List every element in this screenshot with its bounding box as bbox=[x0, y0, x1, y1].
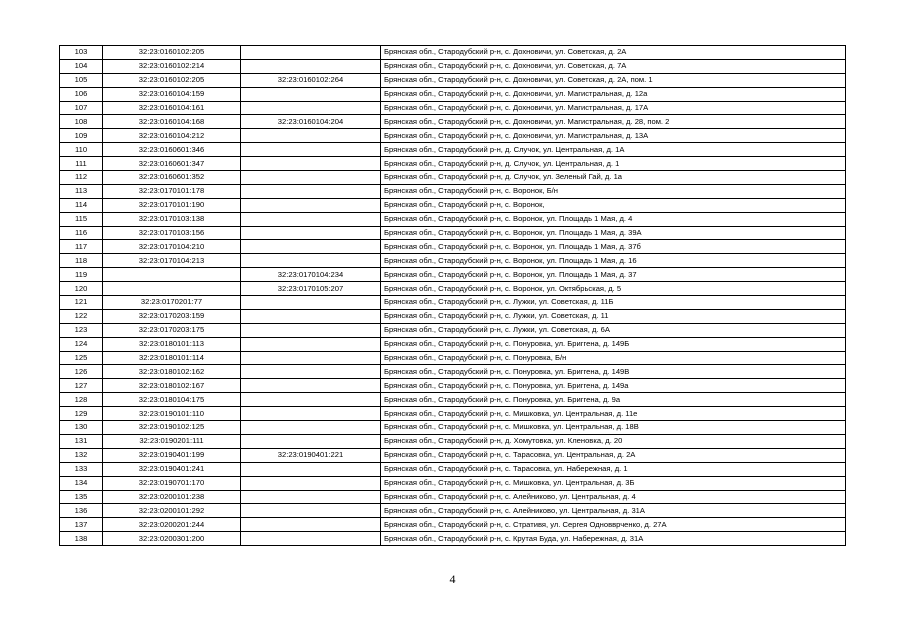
address-cell: Брянская обл., Стародубский р-н, с. Дохновичи, ул. Советская, д. 2А, пом. 1 bbox=[381, 73, 846, 87]
address-cell: Брянская обл., Стародубский р-н, д. Случок, ул. Центральная, д. 1А bbox=[381, 143, 846, 157]
cadastral-number-2-cell bbox=[241, 87, 381, 101]
cadastral-number-2-cell bbox=[241, 532, 381, 546]
cadastral-number-cell: 32:23:0160104:159 bbox=[103, 87, 241, 101]
address-cell: Брянская обл., Стародубский р-н, с. Дохновичи, ул. Магистральная, д. 12а bbox=[381, 87, 846, 101]
address-cell: Брянская обл., Стародубский р-н, с. Мишковка, ул. Центральная, д. 11е bbox=[381, 407, 846, 421]
table-row bbox=[60, 101, 846, 115]
cadastral-number-2-cell bbox=[241, 46, 381, 60]
address-cell: Брянская обл., Стародубский р-н, с. Алейниково, ул. Центральная, д. 31А bbox=[381, 504, 846, 518]
row-number-cell: 120 bbox=[60, 282, 103, 296]
cadastral-number-cell: 32:23:0160102:214 bbox=[103, 59, 241, 73]
row-number-cell: 121 bbox=[60, 296, 103, 310]
row-number-cell: 125 bbox=[60, 351, 103, 365]
row-number-cell: 135 bbox=[60, 490, 103, 504]
table-row bbox=[60, 171, 846, 185]
address-cell: Брянская обл., Стародубский р-н, с. Воронок, ул. Площадь 1 Мая, д. 39А bbox=[381, 226, 846, 240]
address-cell: Брянская обл., Стародубский р-н, с. Дохновичи, ул. Магистральная, д. 28, пом. 2 bbox=[381, 115, 846, 129]
cadastral-number-2-cell: 32:23:0160102:264 bbox=[241, 73, 381, 87]
address-cell: Брянская обл., Стародубский р-н, д. Случок, ул. Зеленый Гай, д. 1а bbox=[381, 171, 846, 185]
cadastral-number-cell: 32:23:0190401:241 bbox=[103, 462, 241, 476]
cadastral-number-2-cell bbox=[241, 393, 381, 407]
address-cell: Брянская обл., Стародубский р-н, с. Дохновичи, ул. Советская, д. 2А bbox=[381, 46, 846, 60]
cadastral-number-2-cell bbox=[241, 504, 381, 518]
address-cell: Брянская обл., Стародубский р-н, с. Понуровка, ул. Бриггена, д. 149а bbox=[381, 379, 846, 393]
cadastral-number-2-cell bbox=[241, 337, 381, 351]
cadastral-number-cell: 32:23:0200201:244 bbox=[103, 518, 241, 532]
table-row bbox=[60, 115, 846, 129]
cadastral-number-cell: 32:23:0160102:205 bbox=[103, 73, 241, 87]
table-row bbox=[60, 226, 846, 240]
cadastral-number-cell bbox=[103, 282, 241, 296]
row-number-cell: 130 bbox=[60, 421, 103, 435]
row-number-cell: 115 bbox=[60, 212, 103, 226]
table-row bbox=[60, 157, 846, 171]
cadastral-number-cell: 32:23:0160104:161 bbox=[103, 101, 241, 115]
table-row bbox=[60, 296, 846, 310]
table-row bbox=[60, 365, 846, 379]
address-cell: Брянская обл., Стародубский р-н, с. Дохновичи, ул. Советская, д. 7А bbox=[381, 59, 846, 73]
table-body bbox=[60, 46, 846, 546]
table-row bbox=[60, 504, 846, 518]
table-row bbox=[60, 240, 846, 254]
cadastral-number-2-cell bbox=[241, 379, 381, 393]
cadastral-number-2-cell bbox=[241, 490, 381, 504]
address-cell: Брянская обл., Стародубский р-н, с. Воронок, ул. Площадь 1 Мая, д. 4 bbox=[381, 212, 846, 226]
cadastral-number-cell: 32:23:0160601:346 bbox=[103, 143, 241, 157]
cadastral-number-2-cell bbox=[241, 143, 381, 157]
row-number-cell: 134 bbox=[60, 476, 103, 490]
page-number: 4 bbox=[449, 572, 456, 586]
cadastral-number-2-cell: 32:23:0170105:207 bbox=[241, 282, 381, 296]
cadastral-number-2-cell bbox=[241, 101, 381, 115]
row-number-cell: 112 bbox=[60, 171, 103, 185]
cadastral-number-cell: 32:23:0170201:77 bbox=[103, 296, 241, 310]
cadastral-number-2-cell bbox=[241, 407, 381, 421]
address-cell: Брянская обл., Стародубский р-н, с. Понуровка, Б/н bbox=[381, 351, 846, 365]
address-cell: Брянская обл., Стародубский р-н, д. Случок, ул. Центральная, д. 1 bbox=[381, 157, 846, 171]
row-number-cell: 138 bbox=[60, 532, 103, 546]
address-cell: Брянская обл., Стародубский р-н, д. Хомутовка, ул. Кленовка, д. 20 bbox=[381, 434, 846, 448]
row-number-cell: 103 bbox=[60, 46, 103, 60]
table-row bbox=[60, 379, 846, 393]
cadastral-number-2-cell bbox=[241, 254, 381, 268]
row-number-cell: 106 bbox=[60, 87, 103, 101]
address-cell: Брянская обл., Стародубский р-н, с. Тарасовка, ул. Центральная, д. 2А bbox=[381, 448, 846, 462]
row-number-cell: 104 bbox=[60, 59, 103, 73]
cadastral-number-2-cell bbox=[241, 240, 381, 254]
cadastral-number-cell: 32:23:0170203:175 bbox=[103, 323, 241, 337]
table-row bbox=[60, 532, 846, 546]
cadastral-table bbox=[59, 45, 846, 546]
cadastral-number-2-cell: 32:23:0190401:221 bbox=[241, 448, 381, 462]
table-row bbox=[60, 337, 846, 351]
table-row bbox=[60, 421, 846, 435]
address-cell: Брянская обл., Стародубский р-н, с. Понуровка, ул. Бриггена, д. 149В bbox=[381, 365, 846, 379]
address-cell: Брянская обл., Стародубский р-н, с. Тарасовка, ул. Набережная, д. 1 bbox=[381, 462, 846, 476]
cadastral-number-cell: 32:23:0160601:347 bbox=[103, 157, 241, 171]
cadastral-number-cell: 32:23:0190701:170 bbox=[103, 476, 241, 490]
cadastral-number-cell: 32:23:0170101:190 bbox=[103, 198, 241, 212]
table-row bbox=[60, 323, 846, 337]
cadastral-number-cell: 32:23:0190201:111 bbox=[103, 434, 241, 448]
address-cell: Брянская обл., Стародубский р-н, с. Воронок, ул. Площадь 1 Мая, д. 16 bbox=[381, 254, 846, 268]
cadastral-number-cell: 32:23:0160104:212 bbox=[103, 129, 241, 143]
table-row bbox=[60, 476, 846, 490]
cadastral-number-cell: 32:23:0170104:213 bbox=[103, 254, 241, 268]
cadastral-number-2-cell bbox=[241, 296, 381, 310]
table-row bbox=[60, 351, 846, 365]
cadastral-number-cell: 32:23:0170103:138 bbox=[103, 212, 241, 226]
table-row bbox=[60, 448, 846, 462]
cadastral-number-2-cell bbox=[241, 351, 381, 365]
address-cell: Брянская обл., Стародубский р-н, с. Лужки, ул. Советская, д. 6А bbox=[381, 323, 846, 337]
row-number-cell: 116 bbox=[60, 226, 103, 240]
cadastral-number-2-cell bbox=[241, 421, 381, 435]
table-row bbox=[60, 254, 846, 268]
row-number-cell: 113 bbox=[60, 184, 103, 198]
address-cell: Брянская обл., Стародубский р-н, с. Понуровка, ул. Бриггена, д. 9а bbox=[381, 393, 846, 407]
cadastral-number-cell: 32:23:0180101:114 bbox=[103, 351, 241, 365]
table-row bbox=[60, 129, 846, 143]
row-number-cell: 109 bbox=[60, 129, 103, 143]
row-number-cell: 133 bbox=[60, 462, 103, 476]
cadastral-number-2-cell bbox=[241, 518, 381, 532]
row-number-cell: 131 bbox=[60, 434, 103, 448]
cadastral-number-2-cell bbox=[241, 462, 381, 476]
address-cell: Брянская обл., Стародубский р-н, с. Воронок, Б/н bbox=[381, 184, 846, 198]
cadastral-number-cell: 32:23:0180104:175 bbox=[103, 393, 241, 407]
table-row bbox=[60, 87, 846, 101]
table-row bbox=[60, 282, 846, 296]
row-number-cell: 129 bbox=[60, 407, 103, 421]
table-row bbox=[60, 393, 846, 407]
row-number-cell: 127 bbox=[60, 379, 103, 393]
address-cell: Брянская обл., Стародубский р-н, с. Крутая Буда, ул. Набережная, д. 31А bbox=[381, 532, 846, 546]
table-row bbox=[60, 73, 846, 87]
cadastral-number-2-cell: 32:23:0170104:234 bbox=[241, 268, 381, 282]
cadastral-number-cell: 32:23:0180102:167 bbox=[103, 379, 241, 393]
cadastral-number-2-cell bbox=[241, 157, 381, 171]
row-number-cell: 123 bbox=[60, 323, 103, 337]
cadastral-number-cell: 32:23:0170103:156 bbox=[103, 226, 241, 240]
table-row bbox=[60, 434, 846, 448]
cadastral-number-2-cell bbox=[241, 129, 381, 143]
row-number-cell: 136 bbox=[60, 504, 103, 518]
address-cell: Брянская обл., Стародубский р-н, с. Лужки, ул. Советская, д. 11Б bbox=[381, 296, 846, 310]
cadastral-number-2-cell bbox=[241, 59, 381, 73]
cadastral-number-cell: 32:23:0190101:110 bbox=[103, 407, 241, 421]
address-cell: Брянская обл., Стародубский р-н, с. Дохновичи, ул. Магистральная, д. 13А bbox=[381, 129, 846, 143]
cadastral-number-cell: 32:23:0160102:205 bbox=[103, 46, 241, 60]
row-number-cell: 132 bbox=[60, 448, 103, 462]
cadastral-number-2-cell bbox=[241, 309, 381, 323]
address-cell: Брянская обл., Стародубский р-н, с. Лужки, ул. Советская, д. 11 bbox=[381, 309, 846, 323]
row-number-cell: 128 bbox=[60, 393, 103, 407]
address-cell: Брянская обл., Стародубский р-н, с. Воронок, ул. Площадь 1 Мая, д. 37 bbox=[381, 268, 846, 282]
table-row bbox=[60, 462, 846, 476]
address-cell: Брянская обл., Стародубский р-н, с. Воронок, bbox=[381, 198, 846, 212]
table-row bbox=[60, 198, 846, 212]
address-cell: Брянская обл., Стародубский р-н, с. Воронок, ул. Октябрьская, д. 5 bbox=[381, 282, 846, 296]
cadastral-number-cell: 32:23:0200301:200 bbox=[103, 532, 241, 546]
cadastral-number-2-cell: 32:23:0160104:204 bbox=[241, 115, 381, 129]
cadastral-number-cell: 32:23:0170101:178 bbox=[103, 184, 241, 198]
address-cell: Брянская обл., Стародубский р-н, с. Алейниково, ул. Центральная, д. 4 bbox=[381, 490, 846, 504]
cadastral-number-cell: 32:23:0170203:159 bbox=[103, 309, 241, 323]
cadastral-number-cell: 32:23:0160601:352 bbox=[103, 171, 241, 185]
cadastral-number-2-cell bbox=[241, 184, 381, 198]
cadastral-number-2-cell bbox=[241, 365, 381, 379]
cadastral-number-cell: 32:23:0160104:168 bbox=[103, 115, 241, 129]
table-row bbox=[60, 268, 846, 282]
cadastral-number-2-cell bbox=[241, 212, 381, 226]
cadastral-number-2-cell bbox=[241, 198, 381, 212]
cadastral-number-2-cell bbox=[241, 171, 381, 185]
row-number-cell: 111 bbox=[60, 157, 103, 171]
row-number-cell: 137 bbox=[60, 518, 103, 532]
row-number-cell: 108 bbox=[60, 115, 103, 129]
address-cell: Брянская обл., Стародубский р-н, с. Мишковка, ул. Центральная, д. 18В bbox=[381, 421, 846, 435]
cadastral-number-2-cell bbox=[241, 226, 381, 240]
row-number-cell: 126 bbox=[60, 365, 103, 379]
cadastral-number-2-cell bbox=[241, 476, 381, 490]
row-number-cell: 119 bbox=[60, 268, 103, 282]
cadastral-number-cell: 32:23:0170104:210 bbox=[103, 240, 241, 254]
cadastral-number-cell: 32:23:0190102:125 bbox=[103, 421, 241, 435]
row-number-cell: 107 bbox=[60, 101, 103, 115]
address-cell: Брянская обл., Стародубский р-н, с. Воронок, ул. Площадь 1 Мая, д. 37б bbox=[381, 240, 846, 254]
address-cell: Брянская обл., Стародубский р-н, с. Мишковка, ул. Центральная, д. 3Б bbox=[381, 476, 846, 490]
table-row bbox=[60, 143, 846, 157]
cadastral-number-2-cell bbox=[241, 434, 381, 448]
row-number-cell: 110 bbox=[60, 143, 103, 157]
row-number-cell: 105 bbox=[60, 73, 103, 87]
row-number-cell: 117 bbox=[60, 240, 103, 254]
cadastral-number-2-cell bbox=[241, 323, 381, 337]
cadastral-number-cell: 32:23:0200101:292 bbox=[103, 504, 241, 518]
table-row bbox=[60, 212, 846, 226]
row-number-cell: 118 bbox=[60, 254, 103, 268]
table-row bbox=[60, 490, 846, 504]
table-row bbox=[60, 309, 846, 323]
row-number-cell: 124 bbox=[60, 337, 103, 351]
cadastral-number-cell: 32:23:0190401:199 bbox=[103, 448, 241, 462]
address-cell: Брянская обл., Стародубский р-н, с. Дохновичи, ул. Магистральная, д. 17А bbox=[381, 101, 846, 115]
address-cell: Брянская обл., Стародубский р-н, с. Понуровка, ул. Бриггена, д. 149Б bbox=[381, 337, 846, 351]
cadastral-number-cell: 32:23:0200101:238 bbox=[103, 490, 241, 504]
table-row bbox=[60, 184, 846, 198]
address-cell: Брянская обл., Стародубский р-н, с. Стративя, ул. Сергея Одновврченко, д. 27А bbox=[381, 518, 846, 532]
row-number-cell: 122 bbox=[60, 309, 103, 323]
table-row bbox=[60, 46, 846, 60]
cadastral-number-cell bbox=[103, 268, 241, 282]
row-number-cell: 114 bbox=[60, 198, 103, 212]
cadastral-number-cell: 32:23:0180101:113 bbox=[103, 337, 241, 351]
table-row bbox=[60, 59, 846, 73]
table-row bbox=[60, 407, 846, 421]
table-row bbox=[60, 518, 846, 532]
cadastral-number-cell: 32:23:0180102:162 bbox=[103, 365, 241, 379]
